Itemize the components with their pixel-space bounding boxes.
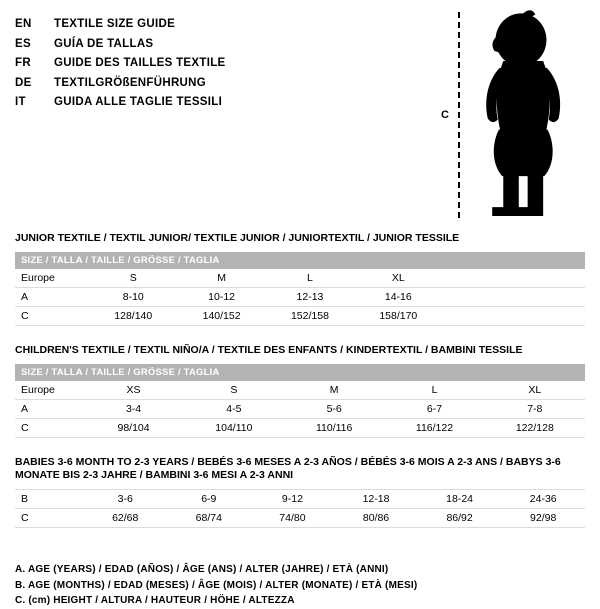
language-code: FR (15, 57, 31, 69)
footnote-c: C. (cm) HEIGHT / ALTURA / HAUTEUR / HÖHE / ALTEZZA (15, 595, 295, 606)
language-title: TEXTILE SIZE GUIDE (54, 18, 176, 30)
size-cell: L (266, 269, 354, 288)
size-cell: XS (83, 381, 183, 400)
spacer-cell (442, 269, 585, 288)
size-cell: 92/98 (501, 509, 585, 528)
size-cell: 5-6 (284, 400, 384, 419)
section-title: CHILDREN'S TEXTILE / TEXTIL NIÑO/A / TEXTILE DES ENFANTS / KINDERTEXTIL / BAMBINI TESSILE (15, 344, 523, 356)
row-label: A (15, 400, 83, 419)
footnotes (15, 562, 585, 609)
size-cell: 14-16 (354, 288, 442, 307)
section-children (15, 344, 585, 438)
language-row (15, 15, 226, 35)
row-label: A (15, 288, 89, 307)
spacer-cell (442, 288, 585, 307)
language-code: DE (15, 76, 32, 89)
table-row (15, 288, 585, 307)
footnote-a: A. AGE (YEARS) / EDAD (AÑOS) / ÂGE (ANS) / ALTER (JAHRE) / ETÀ (ANNI) (15, 564, 389, 575)
size-cell: 18-24 (418, 490, 502, 509)
size-cell: 62/68 (83, 509, 167, 528)
row-label: C (15, 509, 83, 528)
row-label: Europe (15, 381, 83, 400)
size-cell: 158/170 (354, 307, 442, 326)
language-code: IT (15, 96, 26, 108)
section-junior (15, 232, 585, 326)
language-title-list (15, 10, 226, 222)
size-cell: 6-7 (384, 400, 484, 419)
table-row (15, 419, 585, 438)
size-cell: XL (485, 381, 585, 400)
measure-c-label: C (441, 108, 449, 121)
language-code: EN (15, 18, 32, 30)
measurement-figure (441, 10, 583, 222)
size-table-header: SIZE / TALLA / TAILLE / GRÖSSE / TAGLIA (15, 252, 585, 269)
size-cell: 74/80 (251, 509, 335, 528)
size-cell: 12-13 (266, 288, 354, 307)
size-cell: 122/128 (485, 419, 585, 438)
section-title: BABIES 3-6 MONTH TO 2-3 YEARS / BEBÉS 3-6 MESES A 2-3 AÑOS / BÉBÉS 3-6 MOIS A 2-3 ANS / BABYS 3-6 MONATE BIS 2-3 JAHRE / BAMBINI 3-6 MESI A 2-3 ANNI (15, 456, 561, 481)
size-cell: XL (354, 269, 442, 288)
size-cell: 110/116 (284, 419, 384, 438)
size-cell: 104/110 (184, 419, 284, 438)
size-cell: 8-10 (89, 288, 177, 307)
toddler-silhouette-icon (465, 10, 577, 216)
size-cell: 86/92 (418, 509, 502, 528)
row-label: C (15, 419, 83, 438)
size-cell: 128/140 (89, 307, 177, 326)
size-cell: 98/104 (83, 419, 183, 438)
language-title: GUÍA DE TALLAS (54, 37, 154, 50)
size-cell: 24-36 (501, 490, 585, 509)
language-title: TEXTILGRÖßENFÜHRUNG (54, 76, 206, 89)
size-cell: 3-4 (83, 400, 183, 419)
size-cell: M (284, 381, 384, 400)
table-row (15, 269, 585, 288)
size-cell: 7-8 (485, 400, 585, 419)
section-title: JUNIOR TEXTILE / TEXTIL JUNIOR/ TEXTILE JUNIOR / JUNIORTEXTIL / JUNIOR TESSILE (15, 232, 460, 244)
size-cell: S (184, 381, 284, 400)
size-cell: L (384, 381, 484, 400)
language-row (15, 54, 226, 74)
language-code: ES (15, 37, 31, 50)
size-cell: 9-12 (251, 490, 335, 509)
language-row (15, 74, 226, 94)
table-row (15, 400, 585, 419)
size-cell: 80/86 (334, 509, 418, 528)
children-size-table (15, 381, 585, 438)
size-cell: 116/122 (384, 419, 484, 438)
header-area (15, 10, 585, 222)
size-cell: 152/158 (266, 307, 354, 326)
size-cell: S (89, 269, 177, 288)
size-table-header: SIZE / TALLA / TAILLE / GRÖSSE / TAGLIA (15, 364, 585, 381)
table-row (15, 490, 585, 509)
spacer-cell (442, 307, 585, 326)
size-cell: 3-6 (83, 490, 167, 509)
height-measure-dashed-line (458, 12, 460, 218)
size-cell: 10-12 (177, 288, 265, 307)
language-title: GUIDA ALLE TAGLIE TESSILI (54, 96, 223, 108)
table-row (15, 307, 585, 326)
section-babies (15, 456, 585, 528)
size-cell: M (177, 269, 265, 288)
table-row (15, 381, 585, 400)
size-cell: 6-9 (167, 490, 251, 509)
size-cell: 4-5 (184, 400, 284, 419)
row-label: Europe (15, 269, 89, 288)
height-measure (441, 10, 465, 222)
language-row (15, 35, 226, 55)
footnote-b: B. AGE (MONTHS) / EDAD (MESES) / ÂGE (MOIS) / ALTER (MONATE) / ETÀ (MESI) (15, 579, 418, 591)
table-row (15, 509, 585, 528)
row-label: C (15, 307, 89, 326)
size-cell: 68/74 (167, 509, 251, 528)
size-cell: 140/152 (177, 307, 265, 326)
language-title: GUIDE DES TAILLES TEXTILE (54, 57, 226, 69)
babies-size-table (15, 489, 585, 528)
junior-size-table (15, 269, 585, 326)
row-label: B (15, 490, 83, 509)
size-cell: 12-18 (334, 490, 418, 509)
language-row (15, 93, 226, 113)
